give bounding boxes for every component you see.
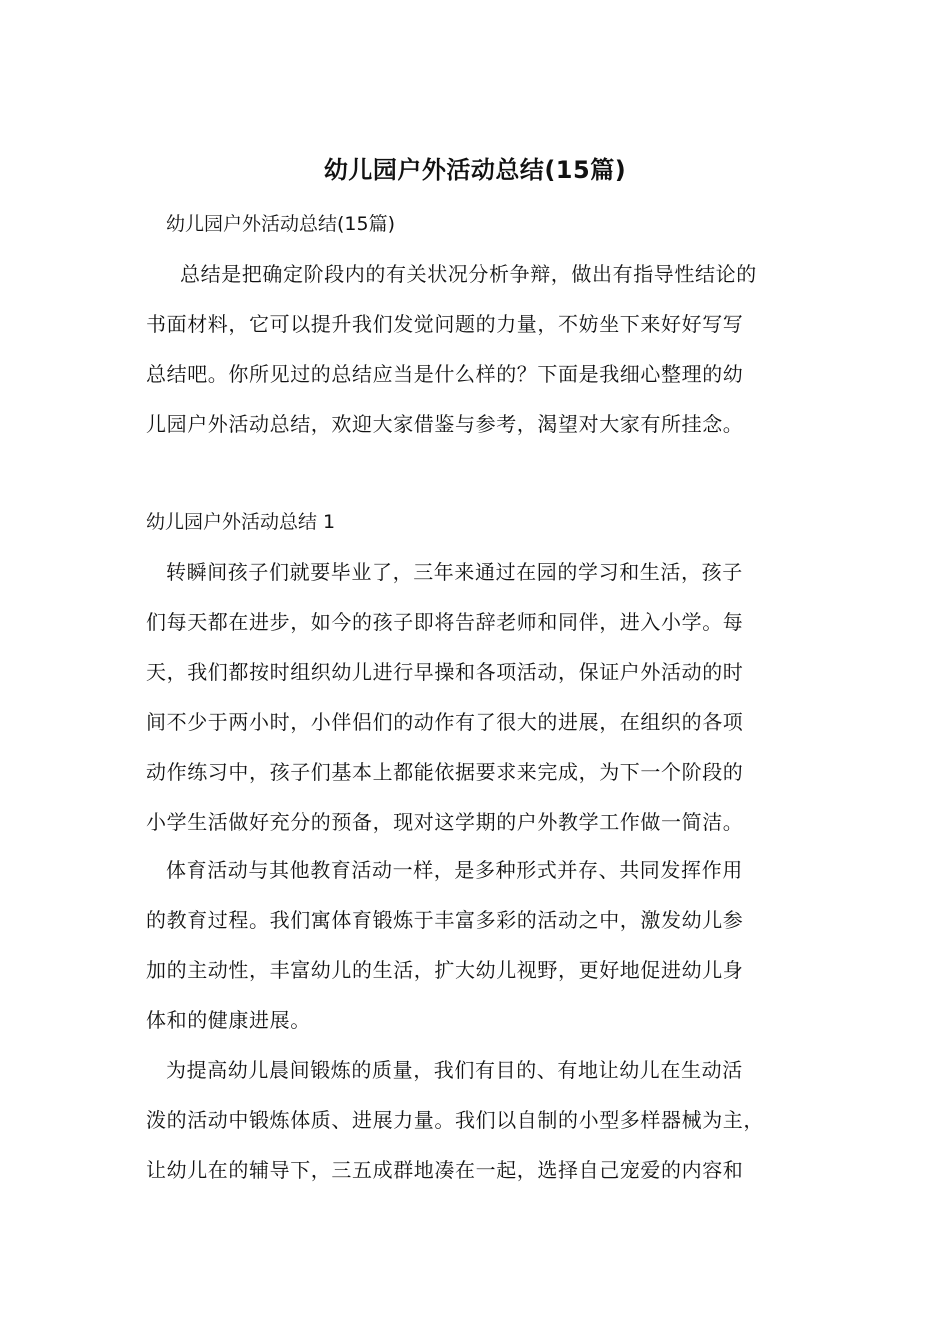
- document-title: 幼儿园户外活动总结(15篇): [323, 156, 627, 184]
- paragraph-line: 们每天都在进步，如今的孩子即将告辞老师和同伴，进入小学。每: [146, 610, 744, 634]
- paragraph-line: 为提高幼儿晨间锻炼的质量，我们有目的、有地让幼儿在生动活: [166, 1058, 743, 1082]
- intro-line: 总结是把确定阶段内的有关状况分析争辩，做出有指导性结论的: [180, 262, 757, 286]
- paragraph-line: 间不少于两小时，小伴侣们的动作有了很大的进展，在组织的各项: [146, 710, 744, 734]
- body-paragraph-2: [146, 845, 826, 1045]
- intro-paragraph: [146, 249, 826, 449]
- paragraph-line: 天，我们都按时组织幼儿进行早操和各项活动，保证户外活动的时: [146, 660, 744, 684]
- paragraph-line: 小学生活做好充分的预备，现对这学期的户外教学工作做一简洁。: [146, 810, 744, 834]
- intro-line: 书面材料，它可以提升我们发觉问题的力量，不妨坐下来好好写写: [146, 312, 744, 336]
- paragraph-line: 体育活动与其他教育活动一样，是多种形式并存、共同发挥作用: [166, 858, 743, 882]
- intro-line: 儿园户外活动总结，欢迎大家借鉴与参考，渴望对大家有所挂念。: [146, 412, 744, 436]
- body-paragraph-1: [146, 547, 826, 847]
- intro-line: 总结吧。你所见过的总结应当是什么样的？下面是我细心整理的幼: [146, 362, 744, 386]
- document-subtitle: 幼儿园户外活动总结(15篇): [166, 213, 396, 235]
- section-heading: 幼儿园户外活动总结 1: [146, 511, 336, 533]
- paragraph-line: 的教育过程。我们寓体育锻炼于丰富多彩的活动之中，激发幼儿参: [146, 908, 744, 932]
- paragraph-line: 转瞬间孩子们就要毕业了，三年来通过在园的学习和生活，孩子: [166, 560, 743, 584]
- paragraph-line: 动作练习中，孩子们基本上都能依据要求来完成，为下一个阶段的: [146, 760, 744, 784]
- paragraph-line: 加的主动性，丰富幼儿的生活，扩大幼儿视野，更好地促进幼儿身: [146, 958, 744, 982]
- paragraph-line: 泼的活动中锻炼体质、进展力量。我们以自制的小型多样器械为主，: [146, 1108, 764, 1132]
- paragraph-line: 让幼儿在的辅导下，三五成群地凑在一起，选择自己宠爱的内容和: [146, 1158, 744, 1182]
- body-paragraph-3: [146, 1045, 826, 1195]
- paragraph-line: 体和的健康进展。: [146, 1008, 311, 1032]
